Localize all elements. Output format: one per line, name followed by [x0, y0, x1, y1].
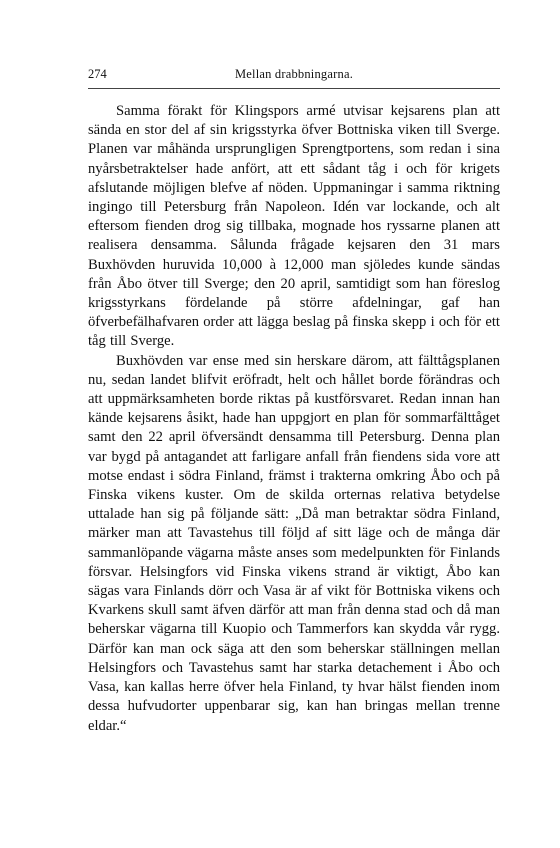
running-title: Mellan drabbningarna.: [234, 67, 354, 81]
paragraph-2: Buxhövden var ense med sin herskare därom, att fälttågsplanen nu, sedan landet blifvit eröfradt, helt och hållet borde förändras och att uppmärksamheten borde riktas på kustförsvaret. Redan innan han kände kejsarens åsikt, hade han uppgjort en plan för sommarfälttåget samt den 22 april öfversändt densamma till Petersburg. Denna plan var bygd på antagandet att farligare anfall från fiendens sida vore att motse endast i södra Finland, främst i trakterna omkring Åbo och på Finska vikens kuster. Om de skilda orternas relativa betydelse uttalade han sig på följande sätt: „Då man betraktar södra Finland, märker man att Tavastehus till följd af sitt läge och de många där sammanlöpande vägarna måste anses som medelpunkten för Finlands försvar. Helsingfors vid Finska vikens strand är viktigt, Åbo kan sägas vara Finlands dörr och Vasa är af vikt för Bottniska vikens och Kvarkens skull samt äfven därför att man från denna stad och då man beherskar vägarna till Kuopio och Tammerfors kan skydda vår rygg. Därför kan man ock säga att den som beherskar ställningen mellan Helsingfors och Tavastehus samt har starka detachement i Åbo och Vasa, kan kallas herre öfver hela Finland, ty hvar hälst fienden inom dessa hufvudorter uppenbarar sig, kan han bringas mellan trenne eldar.“: [88, 352, 500, 734]
body-text: [88, 102, 500, 736]
header-rule: [88, 88, 500, 89]
paragraph-1: Samma förakt för Klingspors armé utvisar kejsarens plan att sända en stor del af sin krigsstyrka öfver Bottniska viken till Sverge. Planen var måhända ursprungligen Sprengtportens, som redan i sina nyårsbetraktelser hade anfört, att ett sådant tåg i och för krigets afslutande möjligen blefve af nöden. Uppmaningar i samma riktning ingingo till Petersburg från Napoleon. Idén var lockande, och alt eftersom fienden drog sig tillbaka, mognade hos ryssarne planen att realisera densamma. Sålunda frågade kejsaren den 31 mars Buxhövden huruvida 10,000 à 12,000 man sjöledes kunde sändas från Åbo ötver till Sverge; den 20 april, samtidigt som han föreslog krigsstyrkans fördelande på större afdelningar, gaf han öfverbefälhafvaren order att lägga beslag på finska skepp i och för ett tåg till Sverge.: [88, 103, 500, 350]
page-number: 274: [88, 67, 107, 81]
running-head: [88, 64, 500, 84]
